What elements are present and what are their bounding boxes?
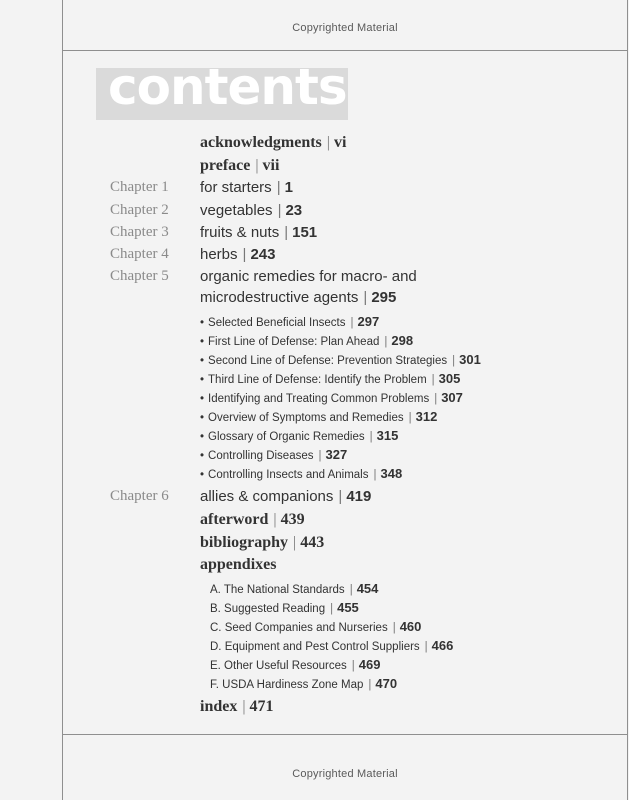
appendix-page: 466	[431, 638, 454, 653]
copyright-footer: Copyrighted Material	[292, 768, 398, 780]
subentry-title: Identifying and Treating Common Problems	[208, 393, 430, 405]
entry-page: 443	[300, 534, 325, 551]
subentry-title: Third Line of Defense: Identify the Problem	[208, 374, 427, 386]
entry-page: vii	[262, 157, 280, 174]
entry-page: 295	[371, 289, 397, 306]
entry-title: appendixes	[200, 556, 277, 573]
entry-page: 1	[284, 179, 293, 196]
bullet-icon: •	[200, 317, 205, 329]
appendix-title: C. Seed Companies and Nurseries	[210, 622, 388, 634]
subentry-title: Overview of Symptoms and Remedies	[208, 412, 404, 424]
copyright-header: Copyrighted Material	[292, 22, 398, 34]
bullet-icon: •	[200, 469, 205, 481]
bullet-icon: •	[200, 336, 205, 348]
entry-title: fruits & nuts	[200, 224, 280, 241]
bullet-icon: •	[200, 374, 205, 386]
chapter-label: Chapter 4	[110, 246, 169, 262]
entry-title: for starters	[200, 179, 272, 196]
subentry-title: Glossary of Organic Remedies	[208, 431, 365, 443]
entry-page: 243	[250, 246, 276, 263]
appendix-title: B. Suggested Reading	[210, 603, 326, 615]
entry-title-line-2: microdestructive agents	[200, 289, 359, 306]
subentry-page: 301	[459, 352, 481, 367]
appendix-page: 469	[358, 657, 381, 672]
table-of-contents: acknowledgments | vi preface | vii Chapter 1 for starters | 1 Chapter 2 vegetables | 23 Chapter 3 fruits & nuts | 151 Chapter 4 herbs | 243 Chapter 5 organic remedies for macro- and microdestructive agents | 295 • Selected Beneficial Insects | 297 • First Line of Defense: Plan Ahead | 298 • Second Line of Defense: Prevention Strategies | 301 • Third Line of Defense: Identify the Problem | 305 • Identifying and Treating Common Problems | 307 • Overview of Symptoms and Remedies | 312 • Glossary of Organic Remedies | 315 • Controlling Diseases | 327 • Controlling Insects and Animals | 348 Chapter 6 allies & companions | 419 afterword | 439 bibliography | 443 appendixes A. The National Standards | 454 B. Suggested Reading | 455 C. Seed Companies and Nurseries | 460 D. Equipment and Pest Control Suppliers | 466 E. Other Useful Resources | 469 F. USDA Hardiness Zone Map | 470 index | 471	[110, 134, 481, 715]
subentry-page: 348	[380, 466, 403, 481]
subentry-title: Controlling Diseases	[208, 450, 314, 462]
bullet-icon: •	[200, 412, 205, 424]
entry-title: herbs	[200, 246, 238, 263]
entry-title-line-1: organic remedies for macro- and	[200, 268, 417, 285]
entry-title: index	[200, 698, 238, 715]
entry-page: vi	[333, 134, 347, 151]
appendix-page: 460	[399, 619, 422, 634]
subentry-page: 297	[357, 314, 380, 329]
appendix-title: F. USDA Hardiness Zone Map	[210, 679, 364, 691]
entry-page: 151	[292, 224, 318, 241]
subentry-page: 307	[441, 390, 463, 405]
chapter-label: Chapter 6	[110, 488, 169, 504]
entry-page: 439	[280, 511, 305, 528]
subentry-title: Second Line of Defense: Prevention Strategies	[208, 355, 448, 367]
entry-page: 419	[346, 488, 372, 505]
entry-title: allies & companions	[200, 488, 334, 505]
bullet-icon: •	[200, 355, 205, 367]
subentry-title: Selected Beneficial Insects	[208, 317, 346, 329]
subentry-page: 305	[438, 371, 461, 386]
subentry-title: First Line of Defense: Plan Ahead	[208, 336, 380, 348]
appendix-title: E. Other Useful Resources	[210, 660, 347, 672]
entry-title: acknowledgments	[200, 134, 322, 151]
subentry-page: 298	[391, 333, 414, 348]
subentry-page: 327	[325, 447, 348, 462]
bullet-icon: •	[200, 393, 205, 405]
chapter-label: Chapter 3	[110, 224, 169, 240]
page-title: contents	[108, 58, 347, 116]
bullet-icon: •	[200, 450, 205, 462]
subentry-page: 312	[415, 409, 438, 424]
appendix-title: D. Equipment and Pest Control Suppliers	[210, 641, 420, 653]
subentry-title: Controlling Insects and Animals	[208, 469, 369, 481]
chapter-label: Chapter 5	[110, 268, 169, 284]
appendix-title: A. The National Standards	[210, 584, 345, 596]
entry-page: 23	[285, 202, 303, 219]
chapter-label: Chapter 2	[110, 202, 169, 218]
appendix-page: 454	[356, 581, 379, 596]
entry-title: preface	[200, 157, 251, 174]
entry-title: vegetables	[200, 202, 273, 219]
chapter-label: Chapter 1	[110, 179, 169, 195]
entry-page: 471	[249, 698, 274, 715]
bullet-icon: •	[200, 431, 205, 443]
subentry-page: 315	[376, 428, 399, 443]
appendix-page: 455	[337, 600, 359, 615]
entry-title: afterword	[200, 511, 269, 528]
entry-title: bibliography	[200, 534, 289, 551]
appendix-page: 470	[375, 676, 398, 691]
